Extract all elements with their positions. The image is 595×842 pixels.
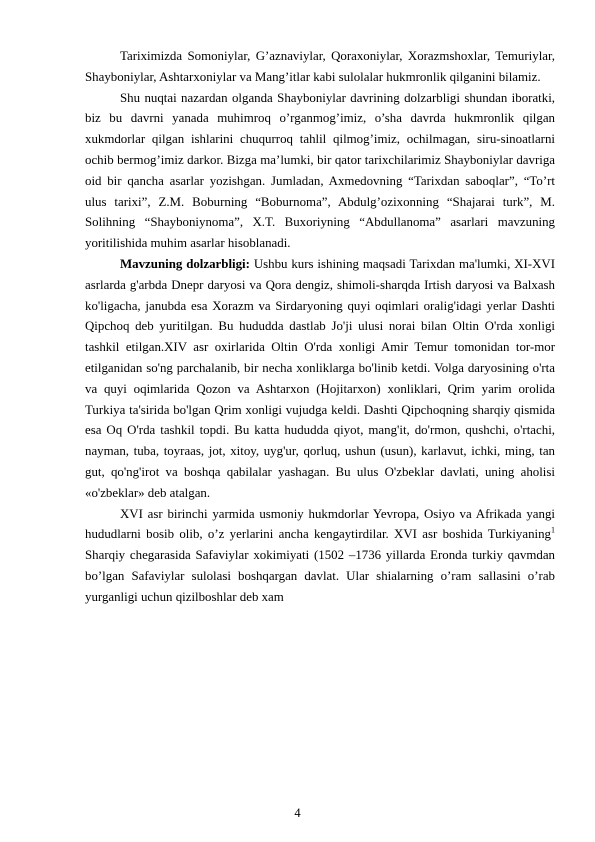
paragraph-text: XVI asr birinchi yarmida usmoniy hukmdorlar Yevropa, Osiyo va Afrikada yangi hududlarni bosib olib, o’z yerlarini ancha kengaytirdilar. XVI asr boshida Turkiyaning [85, 506, 555, 542]
paragraph-text: Tariximizda Somoniylar, G’aznaviylar, Qoraxoniylar, Xorazmshoxlar, Temuriylar, Shayboniylar, Ashtarxoniylar va Mang’itlar kabi sulolalar hukmronlik qilganini bilamiz. [85, 49, 555, 84]
page-number: 4 [294, 806, 301, 820]
document-body [85, 46, 555, 608]
paragraph-ottoman [85, 504, 555, 608]
footnote-marker[interactable]: 1 [551, 526, 555, 536]
paragraph-shaybani-relevance [85, 88, 555, 254]
paragraph-tail: Sharqiy chegarasida Safaviylar xokimiyati (1502 –1736 yillarda Eronda turkiy qavmdan bo’lgan Safaviylar sulolasi boshqargan davlat. Ular shialarning o’ram sallasini o’rab yurganligi uchun qizilboshlar deb xam [85, 548, 555, 604]
paragraph-dynasties [85, 46, 555, 88]
paragraph-text: Ushbu kurs ishining maqsadi Tarixdan ma'lumki, XI-XVI asrlarda g'arbda Dnepr daryosi va Qora dengiz, shimoli-sharqda Irtish daryosi va Balxash ko'ligacha, janubda esa Xorazm va Sirdaryoning quyi oqimlari oralig'idagi yerlar Dashti Qipchoq deb yuritilgan. Bu hududda dastlab Jo'ji ulusi norai bilan Oltin O'rda xonligi tashkil etilgan.XIV asr oxirlarida Oltin O'rda xonligi Amir Temur tomonidan tor-mor etilganidan so'ng parchalanib, bir necha xonliklarga bo'linib ketdi. Volga daryosining o'rta va quyi oqimlarida Qozon va Ashtarxon (Hojitarxon) xonliklari, Qrim yarim orolida Turkiya ta'sirida bo'lgan Qrim xonligi vujudga keldi. Dashti Qipchoqning sharqiy qismida esa Oq O'rda tashkil topdi. Bu katta hududda qiyot, mang'it, do'rmon, qushchi, o'rtachi, nayman, tuba, toyraas, jot, xitoy, uyg'ur, qorluq, ushun (usun), karlavut, ichki, ming, tan gut, qo'ng'irot va boshqa qabilalar yashagan. Bu ulus O'zbeklar davlati, uning aholisi «o'zbeklar» deb atalgan. [85, 256, 555, 500]
paragraph-text: Shu nuqtai nazardan olganda Shayboniylar davrining dolzarbligi shundan iboratki, biz bu davrni yanada muhimroq o’rganmog’imiz, o’sha davrda hukmronlik qilgan xukmdorlar qilgan ishlarini chuqurroq tahlil qilmog’imiz, ochilmagan, siru-sinoatlarni ochib bermog’imiz darkor. Bizga maʼlumki, bir qator tarixchilarimiz Shayboniylar davriga oid bir qancha asarlar yozishgan. Jumladan, Axmedovning “Tarixdan saboqlar”, “To’rt ulus tarixi”, Z.M. Boburning “Boburnoma”, Abdulg’ozixonning “Shajarai turk”, M. Solihning “Shayboniynoma”, X.T. Buxoriyning “Abdullanoma” asarlari mavzuning yoritilishida muhim asarlar hisoblanadi. [85, 90, 555, 251]
paragraph-lead: Mavzuning dolzarbligi: [120, 256, 250, 271]
paragraph-topic-relevance [85, 254, 555, 504]
